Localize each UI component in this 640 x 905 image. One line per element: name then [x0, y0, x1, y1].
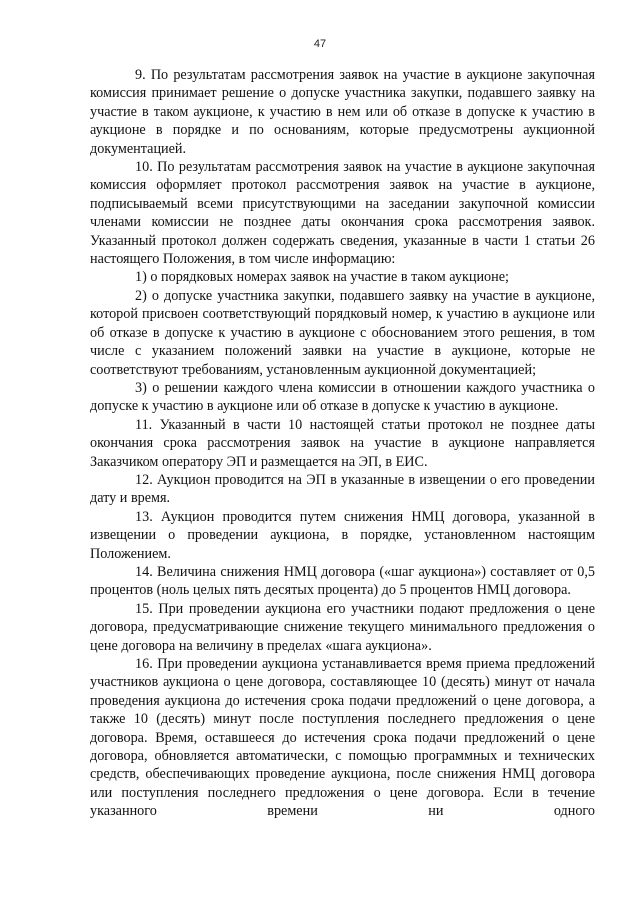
- document-body: [90, 66, 595, 821]
- paragraph-12: 12. Аукцион проводится на ЭП в указанные в извещении о его проведении дату и время.: [90, 471, 595, 507]
- paragraph-10: 10. По результатам рассмотрения заявок на участие в аукционе закупочная комиссия оформляет протокол рассмотрения заявок на участие в аукционе, подписываемый всеми присутствующими на заседании закупочной комиссии членами комиссии не позднее даты окончания срока рассмотрения заявок. Указанный протокол должен содержать сведения, указанные в части 1 статьи 26 настоящего Положения, в том числе информацию:: [90, 159, 595, 268]
- paragraph-9: 9. По результатам рассмотрения заявок на участие в аукционе закупочная комиссия принимает решение о допуске участника закупки, подавшего заявку на участие в таком аукционе, к участию в нем или об отказе в допуске к участию в аукционе в порядке и по основаниям, которые предусмотрены аукционной документацией.: [90, 67, 595, 157]
- paragraph-14: 14. Величина снижения НМЦ договора («шаг аукциона») составляет от 0,5 процентов (ноль целых пять десятых процента) до 5 процентов НМЦ договора.: [90, 563, 595, 599]
- paragraph-13: 13. Аукцион проводится путем снижения НМЦ договора, указанной в извещении о проведении аукциона, в порядке, установленном настоящим Положением.: [90, 508, 595, 562]
- paragraph-16: 16. При проведении аукциона устанавливается время приема предложений участников аукциона о цене договора, составляющее 10 (десять) минут от начала проведения аукциона до истечения срока подачи предложений о цене договора, а также 10 (десять) минут после поступления последнего предложения о цене договора. Время, оставшееся до истечения срока подачи предложений о цене договора, обновляется автоматически, с помощью программных и технических средств, обеспечивающих проведение аукциона, после снижения НМЦ договора или поступления последнего предложения о цене договора. Если в течение указанного времени ни одного: [90, 656, 595, 820]
- list-item-1: 1) о порядковых номерах заявок на участие в таком аукционе;: [135, 269, 509, 286]
- page-number: 47: [313, 38, 327, 50]
- paragraph-11: 11. Указанный в части 10 настоящей статьи протокол не позднее даты окончания срока рассмотрения заявок на участие в аукционе направляется Заказчиком оператору ЭП и размещается на ЭП, в ЕИС.: [90, 416, 595, 470]
- list-item-3: 3) о решении каждого члена комиссии в отношении каждого участника о допуске к участию в аукционе или об отказе в допуске к участию в аукционе.: [90, 379, 595, 415]
- paragraph-15: 15. При проведении аукциона его участники подают предложения о цене договора, предусматривающие снижение текущего минимального предложения о цене договора на величину в пределах «шага аукциона».: [90, 600, 595, 654]
- list-item-2: 2) о допуске участника закупки, подавшего заявку на участие в аукционе, которой присвоен соответствующий порядковый номер, к участию в аукционе или об отказе в допуске к участию в аукционе с обоснованием этого решения, в том числе с указанием положений заявки на участие в аукционе, которые не соответствуют требованиям, установленным аукционной документацией;: [90, 287, 595, 378]
